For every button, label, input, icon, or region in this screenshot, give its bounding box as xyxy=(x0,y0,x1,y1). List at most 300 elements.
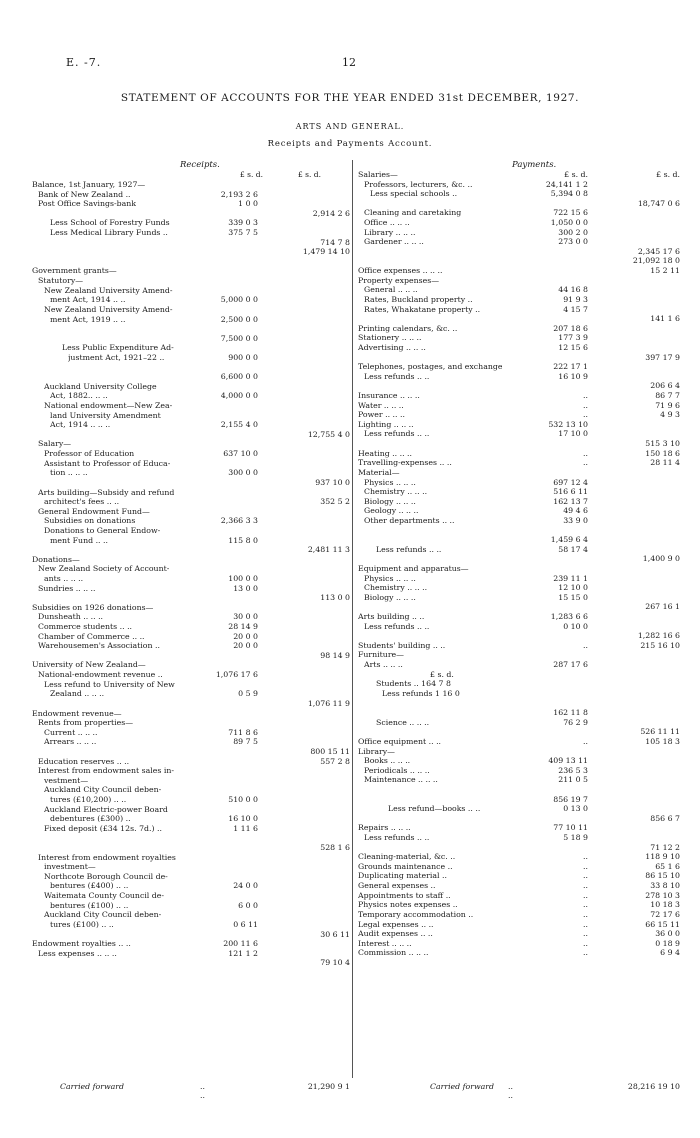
payment-label: Less refunds .. .. xyxy=(364,429,430,439)
payment-label: Office equipment .. .. xyxy=(358,736,442,746)
receipt-amount-outer: 79 10 4 xyxy=(320,958,350,968)
payment-row xyxy=(358,276,680,286)
payment-row xyxy=(358,699,680,709)
payment-label: Less special schools .. xyxy=(370,189,458,199)
receipt-label: General Endowment Fund— xyxy=(38,506,150,516)
receipt-amount-inner: 1 0 0 xyxy=(238,199,258,209)
receipt-label: Act, 1882.. .. .. xyxy=(50,391,108,401)
payment-row xyxy=(358,708,680,718)
receipt-row xyxy=(32,651,350,661)
payment-amount-inner: .. xyxy=(583,391,588,401)
payment-amount-inner: 1,050 0 0 xyxy=(550,218,588,228)
receipt-label: Less Medical Library Funds .. xyxy=(50,228,168,238)
payment-row xyxy=(358,237,680,247)
payment-label: Other departments .. .. xyxy=(364,515,455,525)
receipt-label: Auckland City Council deben- xyxy=(44,910,162,920)
column-divider xyxy=(352,160,353,1078)
payment-amount-inner: 273 0 0 xyxy=(558,237,588,247)
receipt-label: Fixed deposit (£34 12s. 7d.) .. xyxy=(44,823,162,833)
payment-label: £ s. d. xyxy=(430,669,454,679)
receipt-amount-inner: 711 8 6 xyxy=(228,727,258,737)
payment-row xyxy=(358,727,680,737)
payment-label: Library .. .. .. xyxy=(364,227,416,237)
receipt-row xyxy=(32,247,350,257)
receipt-label: justment Act, 1921–22 .. xyxy=(68,352,165,362)
receipt-row xyxy=(32,872,350,882)
payment-row xyxy=(358,679,680,689)
payment-amount-inner: £ s. d. xyxy=(564,170,588,179)
payment-amount-outer: 397 17 9 xyxy=(645,352,680,362)
payment-row xyxy=(358,372,680,382)
receipt-label: Government grants— xyxy=(32,266,117,276)
payment-label: Power .. .. .. xyxy=(358,410,405,420)
receipt-label: Education reserves .. .. xyxy=(38,756,130,766)
payment-label: Commission .. .. .. xyxy=(358,948,429,958)
payment-row xyxy=(358,487,680,497)
receipt-row xyxy=(32,843,350,853)
receipt-amount-inner: 24 0 0 xyxy=(233,881,258,891)
payment-row xyxy=(358,218,680,228)
receipt-amount-inner: 28 14 9 xyxy=(228,622,258,632)
receipt-row xyxy=(32,776,350,786)
payment-row xyxy=(358,189,680,199)
payment-row xyxy=(358,631,680,641)
payment-label: Rates, Whakatane property .. xyxy=(364,304,481,314)
payment-amount-inner: 5,394 0 8 xyxy=(550,189,588,199)
payment-row xyxy=(358,737,680,747)
receipt-label: National endowment—New Zea- xyxy=(44,401,173,411)
receipts-footer xyxy=(60,1082,350,1100)
receipt-amount-inner: 375 7 5 xyxy=(228,228,258,238)
payment-label: Property expenses— xyxy=(358,275,440,285)
payment-row xyxy=(358,526,680,536)
payment-amount-inner: 16 10 9 xyxy=(558,371,588,381)
payment-amount-inner: 33 9 0 xyxy=(563,515,588,525)
payment-amount-inner: .. xyxy=(583,852,588,862)
receipt-amount-inner: 2,193 2 6 xyxy=(220,189,258,199)
payments-footer xyxy=(430,1082,680,1100)
payment-amount-inner: 58 17 4 xyxy=(558,544,588,554)
payment-amount-inner: 76 2 9 xyxy=(563,717,588,727)
payment-amount-inner: .. xyxy=(583,458,588,468)
payment-amount-outer: 15 2 11 xyxy=(650,266,680,276)
receipt-amount-inner: 300 0 0 xyxy=(228,468,258,478)
payment-amount-outer: 526 11 11 xyxy=(640,727,680,737)
payment-amount-inner: .. xyxy=(583,900,588,910)
payment-row xyxy=(358,266,680,276)
receipt-row xyxy=(32,391,350,401)
payment-row xyxy=(358,862,680,872)
receipt-amount-inner: 115 8 0 xyxy=(228,535,258,545)
receipt-label: New Zealand University Amend- xyxy=(44,304,173,314)
receipt-row xyxy=(32,411,350,421)
receipt-label: tion .. .. .. xyxy=(50,468,88,478)
payment-amount-outer: 65 1 6 xyxy=(655,861,680,871)
payment-row xyxy=(358,920,680,930)
payment-amount-inner: 0 10 0 xyxy=(563,621,588,631)
payment-amount-inner: 1,283 6 6 xyxy=(550,612,588,622)
receipt-row xyxy=(32,930,350,940)
payment-row xyxy=(358,497,680,507)
payment-row xyxy=(358,478,680,488)
payment-row xyxy=(358,554,680,564)
payment-amount-inner: .. xyxy=(583,861,588,871)
payment-label: Material— xyxy=(358,467,400,477)
receipt-row xyxy=(32,660,350,670)
receipt-amount-inner: 121 1 2 xyxy=(228,948,258,958)
payment-row xyxy=(358,228,680,238)
payment-row xyxy=(358,660,680,670)
receipt-label: Sundries .. .. .. xyxy=(38,583,96,593)
payment-row xyxy=(358,881,680,891)
payment-label: Telephones, postages, and exchange xyxy=(358,362,503,372)
payment-label: Less refund—books .. .. xyxy=(388,804,481,814)
payment-row xyxy=(358,458,680,468)
payment-amount-inner: .. xyxy=(583,938,588,948)
receipt-row xyxy=(32,363,350,373)
payment-amount-inner: .. xyxy=(583,736,588,746)
payment-row xyxy=(358,256,680,266)
payment-row xyxy=(358,564,680,574)
receipt-label: Donations to General Endow- xyxy=(44,525,161,535)
payment-row xyxy=(358,545,680,555)
receipt-row xyxy=(32,766,350,776)
receipt-label: Arts building—Subsidy and refund xyxy=(38,487,175,497)
receipt-label: land University Amendment xyxy=(50,410,161,420)
payment-label: Less refunds .. .. xyxy=(376,544,442,554)
payment-amount-inner: .. xyxy=(583,909,588,919)
receipt-amount-outer: 352 5 2 xyxy=(320,497,350,507)
receipt-row xyxy=(32,257,350,267)
payment-label: Biology .. .. .. xyxy=(364,592,416,602)
receipt-row xyxy=(32,939,350,949)
receipt-amount-inner: 89 7 5 xyxy=(233,737,258,747)
receipt-row xyxy=(32,218,350,228)
receipt-label: Auckland University College xyxy=(44,381,157,391)
payment-amount-outer: 86 15 10 xyxy=(645,871,680,881)
payment-row xyxy=(358,871,680,881)
payment-row xyxy=(358,208,680,218)
payment-label: Maintenance .. .. .. xyxy=(364,775,438,785)
payment-amount-inner: 287 17 6 xyxy=(553,660,588,670)
receipts-carried-forward-label: Carried forward xyxy=(60,1082,124,1091)
payment-row xyxy=(358,814,680,824)
payment-label: Chemistry .. .. .. xyxy=(364,583,428,593)
payment-label: Less refunds .. .. xyxy=(364,833,430,843)
receipt-label: Auckland Electric-power Board xyxy=(44,804,168,814)
receipt-row xyxy=(32,545,350,555)
payment-row xyxy=(358,650,680,660)
receipt-label: Interest from endowment sales in- xyxy=(38,766,175,776)
payment-row xyxy=(358,314,680,324)
payment-amount-inner: .. xyxy=(583,410,588,420)
payment-row xyxy=(358,775,680,785)
payment-row xyxy=(358,199,680,209)
payment-amount-inner: 162 13 7 xyxy=(553,496,588,506)
receipt-row xyxy=(32,497,350,507)
receipt-amount-inner: 20 0 0 xyxy=(233,631,258,641)
payment-row xyxy=(358,285,680,295)
receipt-row xyxy=(32,276,350,286)
receipt-amount-outer: 113 0 0 xyxy=(320,593,350,603)
receipt-label: Assistant to Professor of Educa- xyxy=(44,458,171,468)
payment-amount-inner: 5 18 9 xyxy=(563,833,588,843)
receipt-row xyxy=(32,728,350,738)
payment-label: Insurance .. .. .. xyxy=(358,391,420,401)
receipt-amount-inner: 5,000 0 0 xyxy=(220,295,258,305)
receipt-row xyxy=(32,228,350,238)
payment-row xyxy=(358,247,680,257)
receipt-amount-inner: 16 10 0 xyxy=(228,814,258,824)
receipt-row xyxy=(32,507,350,517)
payment-label: Furniture— xyxy=(358,650,404,660)
payment-row xyxy=(358,718,680,728)
receipt-row xyxy=(32,910,350,920)
payment-row xyxy=(358,295,680,305)
payment-amount-outer: 150 18 6 xyxy=(645,448,680,458)
payment-row xyxy=(358,583,680,593)
receipt-label: architect's fees .. .. xyxy=(44,497,120,507)
receipt-row xyxy=(32,430,350,440)
payment-label: Rates, Buckland property .. xyxy=(364,294,473,304)
payment-amount-inner: 24,141 1 2 xyxy=(545,179,588,189)
receipt-amount-inner: 637 10 0 xyxy=(223,449,258,459)
receipt-row xyxy=(32,295,350,305)
receipt-amount-inner: 1 11 6 xyxy=(233,823,258,833)
receipt-label: University of New Zealand— xyxy=(32,660,146,670)
payment-row xyxy=(358,747,680,757)
receipt-row xyxy=(32,449,350,459)
payment-amount-outer: 21,092 18 0 xyxy=(632,256,680,266)
payment-row xyxy=(358,795,680,805)
payment-label: Heating .. .. .. xyxy=(358,448,413,458)
payment-amount-outer: 6 9 4 xyxy=(660,948,680,958)
receipt-label: Professor of Education xyxy=(44,449,135,459)
payment-row xyxy=(358,381,680,391)
payment-row xyxy=(358,468,680,478)
payment-amount-inner: 409 13 11 xyxy=(548,756,588,766)
receipt-row xyxy=(32,670,350,680)
payment-row xyxy=(358,362,680,372)
payment-amount-outer: 72 17 6 xyxy=(650,909,680,919)
payment-amount-inner: 17 10 0 xyxy=(558,429,588,439)
receipt-row xyxy=(32,209,350,219)
page-number: 12 xyxy=(342,56,356,69)
receipt-row xyxy=(32,805,350,815)
receipt-label: bentures (£400) .. .. xyxy=(50,881,129,891)
receipt-row xyxy=(32,680,350,690)
payment-amount-inner: 49 4 6 xyxy=(563,506,588,516)
receipt-amount-inner: 30 0 0 xyxy=(233,612,258,622)
receipt-label: ment Act, 1919 .. .. xyxy=(50,314,126,324)
receipt-row xyxy=(32,401,350,411)
receipt-label: ment Act, 1914 .. .. xyxy=(50,295,126,305)
receipt-row xyxy=(32,343,350,353)
payment-amount-inner: 44 16 8 xyxy=(558,285,588,295)
receipt-label: Endowment revenue— xyxy=(32,708,122,718)
receipt-label: Current .. .. .. xyxy=(44,727,98,737)
receipt-amount-inner: 0 5 9 xyxy=(238,689,258,699)
receipt-label: New Zealand University Amend- xyxy=(44,285,173,295)
receipt-label: Rents from properties— xyxy=(38,718,134,728)
payment-label: Equipment and apparatus— xyxy=(358,563,469,573)
receipts-heading: Receipts. xyxy=(180,160,220,170)
payment-amount-inner: .. xyxy=(583,448,588,458)
receipt-row xyxy=(32,526,350,536)
payment-row xyxy=(358,516,680,526)
payment-row xyxy=(358,535,680,545)
receipt-amount-outer: 12,755 4 0 xyxy=(307,429,350,439)
receipt-label: New Zealand Society of Account- xyxy=(38,564,170,574)
payment-label: Repairs .. .. .. xyxy=(358,823,411,833)
receipt-row xyxy=(32,439,350,449)
payment-row xyxy=(358,622,680,632)
payment-label: Geology .. .. .. xyxy=(364,506,419,516)
payment-label: Biology .. .. .. xyxy=(364,496,416,506)
payment-amount-inner: 532 13 10 xyxy=(548,419,588,429)
payment-row xyxy=(358,852,680,862)
receipt-label: Less refund to University of New xyxy=(44,679,175,689)
payment-row xyxy=(358,180,680,190)
payment-label: Physics notes expenses .. xyxy=(358,900,458,910)
receipt-amount-outer: 800 15 11 xyxy=(310,746,350,756)
receipt-amount-inner: 6 0 0 xyxy=(238,900,258,910)
payment-amount-outer: 2,345 17 6 xyxy=(637,246,680,256)
payment-amount-inner: .. xyxy=(583,948,588,958)
payment-row xyxy=(358,670,680,680)
payment-amount-inner: 4 15 7 xyxy=(563,304,588,314)
payment-label: Office expenses .. .. .. xyxy=(358,266,443,276)
receipt-label: Less Public Expenditure Ad- xyxy=(62,343,174,353)
receipt-row xyxy=(32,199,350,209)
payment-row xyxy=(358,429,680,439)
receipt-row xyxy=(32,286,350,296)
receipt-label: Statutory— xyxy=(38,276,84,286)
payment-label: Advertising .. .. .. xyxy=(358,342,426,352)
receipt-row xyxy=(32,833,350,843)
statement-title: STATEMENT OF ACCOUNTS FOR THE YEAR ENDED 31st DECEMBER, 1927. xyxy=(120,92,580,104)
receipt-label: Dunsheath .. .. .. xyxy=(38,612,104,622)
receipt-row xyxy=(32,718,350,728)
payment-row xyxy=(358,420,680,430)
payment-amount-outer: 18,747 0 6 xyxy=(637,198,680,208)
payment-row xyxy=(358,391,680,401)
section-title: ARTS AND GENERAL. xyxy=(295,122,405,131)
receipt-row xyxy=(32,603,350,613)
payment-amount-inner: 856 19 7 xyxy=(553,794,588,804)
payment-row xyxy=(358,170,680,180)
receipt-label: bentures (£100) .. .. xyxy=(50,900,129,910)
receipt-amount-inner: 20 0 0 xyxy=(233,641,258,651)
receipt-amount-outer: 98 14 9 xyxy=(320,650,350,660)
receipt-label: Post Office Savings-bank xyxy=(38,199,137,209)
payment-amount-outer: 66 15 11 xyxy=(645,919,680,929)
receipt-label: tures (£100) .. .. xyxy=(50,919,114,929)
payment-amount-outer: 4 9 3 xyxy=(660,410,680,420)
receipt-row xyxy=(32,891,350,901)
receipt-row xyxy=(32,824,350,834)
receipt-label: tures (£10,200) .. .. xyxy=(50,795,127,804)
payment-row xyxy=(358,910,680,920)
payment-label: Arts building .. .. xyxy=(358,612,425,622)
payment-label: Physics .. .. .. xyxy=(364,573,416,583)
receipt-amount-inner: 200 11 6 xyxy=(223,939,258,949)
payment-amount-outer: 267 16 1 xyxy=(645,602,680,612)
receipt-label: Subsidies on donations xyxy=(44,516,136,526)
receipt-label: Act, 1914 .. .. .. xyxy=(50,420,111,430)
payment-label: Stationery .. .. .. xyxy=(358,333,422,343)
receipts-column xyxy=(32,180,350,968)
payment-label: Temporary accommodation .. xyxy=(358,909,474,919)
receipt-amount-inner: 2,500 0 0 xyxy=(220,314,258,324)
receipt-row xyxy=(32,785,350,795)
receipt-amount-outer: 2,914 2 6 xyxy=(312,208,350,218)
payment-row xyxy=(358,689,680,699)
receipt-label: Donations— xyxy=(32,554,80,564)
payment-amount-outer: 1,400 9 0 xyxy=(642,554,680,564)
payment-label: Printing calendars, &c. .. xyxy=(358,323,458,333)
account-title: Receipts and Payments Account. xyxy=(267,139,433,149)
receipt-amount-inner: 100 0 0 xyxy=(228,573,258,583)
receipt-row xyxy=(32,564,350,574)
payment-row xyxy=(358,593,680,603)
receipt-label: Commerce students .. .. xyxy=(38,622,133,632)
receipt-row xyxy=(32,709,350,719)
receipts-carried-forward-amount: 21,290 9 1 xyxy=(307,1082,350,1091)
payment-row xyxy=(358,891,680,901)
receipt-label: Auckland City Council deben- xyxy=(44,785,162,795)
payments-carried-forward-label: Carried forward xyxy=(430,1082,494,1091)
receipt-amount-inner: 900 0 0 xyxy=(228,352,258,362)
receipt-row xyxy=(32,353,350,363)
receipt-row xyxy=(32,641,350,651)
receipt-row xyxy=(32,382,350,392)
receipt-amount-inner: 510 0 0 xyxy=(228,795,258,804)
payment-label: Chemistry .. .. .. xyxy=(364,487,428,497)
payment-label: Students' building .. .. xyxy=(358,640,446,650)
payment-label: Cleaning-material, &c. .. xyxy=(358,852,456,862)
receipt-label: Waitemata County Council de- xyxy=(44,891,165,901)
payment-row xyxy=(358,641,680,651)
receipt-amount-outer: 2,481 11 3 xyxy=(307,545,350,555)
receipt-label: ants .. .. .. xyxy=(44,573,84,583)
receipts-carried-forward-dots: .. .. xyxy=(200,1082,205,1100)
payments-column xyxy=(358,170,680,958)
payment-amount-outer: £ s. d. xyxy=(656,170,680,179)
payment-row xyxy=(358,305,680,315)
receipt-row xyxy=(32,814,350,824)
receipt-row xyxy=(32,536,350,546)
receipt-row xyxy=(32,795,350,805)
payment-label: Books .. .. .. xyxy=(364,756,411,766)
receipt-label: National-endowment revenue .. xyxy=(38,670,163,680)
payment-amount-inner: 222 17 1 xyxy=(553,362,588,372)
payment-row xyxy=(358,939,680,949)
receipt-label: Bank of New Zealand .. xyxy=(38,189,131,199)
payment-row xyxy=(358,333,680,343)
receipt-row xyxy=(32,190,350,200)
payment-amount-outer: 105 18 3 xyxy=(645,736,680,746)
payment-amount-inner: 12 10 0 xyxy=(558,583,588,593)
receipt-row xyxy=(32,757,350,767)
payment-label: Physics .. .. .. xyxy=(364,477,416,487)
payment-row xyxy=(358,353,680,363)
receipt-label: Chamber of Commerce .. .. xyxy=(38,631,145,641)
payment-amount-inner: 0 13 0 xyxy=(563,804,588,814)
payment-amount-outer: 36 0 0 xyxy=(655,929,680,939)
receipt-amount-outer: 937 10 0 xyxy=(315,477,350,487)
payment-amount-outer: 71 9 6 xyxy=(655,400,680,410)
